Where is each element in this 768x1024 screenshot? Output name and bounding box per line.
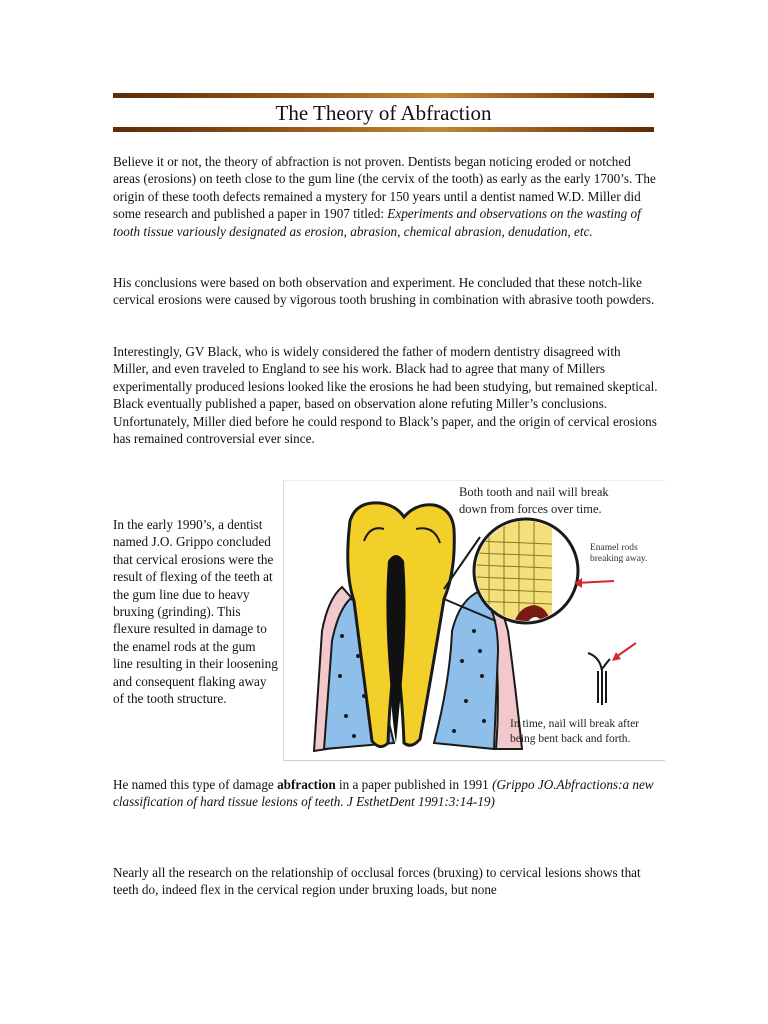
grippo-citation: (Grippo JO.Abfractions:a new classification of hard tissue lesions of teeth. J EsthetDent 1991:3:14-19) [113, 777, 654, 810]
paragraph-1-text: Believe it or not, the theory of abfraction is not proven. Dentists began noticing eroded or notched areas (erosions) on teeth close to the gum line (the cervix of the tooth) as early as the early 1700’s. The origin of these tooth defects remained a mystery for 150 years until a dentist named W.D. Miller did some research and published a paper in 1907 titled: [113, 154, 656, 222]
paragraph-1-italic: Experiments and observations on the wasting of tooth tissue variously designated as erosion, abrasion, chemical abrasion, denudation, etc. [113, 206, 641, 239]
nail-arrow [616, 643, 636, 657]
figure-caption-top-line1: Both tooth and nail will break [459, 485, 609, 499]
page-title: The Theory of Abfraction [275, 101, 492, 125]
title-rule-bottom [113, 127, 654, 132]
nail-illustration [588, 653, 610, 705]
enamel-label [590, 543, 647, 565]
paragraph-4-mid: in a paper published in 1991 [335, 777, 493, 792]
figure-caption-top-line2: down from forces over time. [459, 502, 602, 516]
tooth-figure [283, 480, 665, 761]
figure-caption-bottom-line1: In time, nail will break after [510, 718, 640, 730]
abfraction-term: abfraction [277, 777, 336, 792]
paragraph-2: His conclusions were based on both observation and experiment. He concluded that these notch-like cervical erosions were caused by vigorous tooth brushing in combination with abrasive tooth powders. [113, 275, 655, 308]
paragraph-4-pre: He named this type of damage [113, 777, 278, 792]
figure-caption-top [459, 484, 609, 518]
title-rule-top [113, 93, 654, 98]
paragraph-3: Interestingly, GV Black, who is widely considered the father of modern dentistry disagreed with Miller, and even traveled to England to see his work. Black had to agree that many of Millers experimentally produced lesions looked like the erosions he had been studying, but remained skeptical. Black eventually published a paper, based on observation alone refuting Miller’s conclusions. Unfortunately, Miller died before he could respond to Black’s paper, and the origin of cervical erosions has remained controversial ever since. [113, 344, 658, 447]
gum-blue-right [434, 591, 498, 749]
paragraph-1 [113, 153, 658, 240]
figure-caption-bottom-line2: being bent back and forth. [510, 733, 631, 745]
figure-caption-bottom [510, 717, 639, 747]
enamel-label-line2: breaking away. [590, 554, 648, 564]
paragraph-4 [113, 776, 658, 811]
enamel-label-line1: Enamel rods [590, 543, 638, 553]
paragraph-5: Nearly all the research on the relationship of occlusal forces (bruxing) to cervical lesions shows that teeth do, indeed flex in the cervical region under bruxing loads, but none [113, 865, 641, 898]
side-paragraph: In the early 1990’s, a dentist named J.O. Grippo concluded that cervical erosions were the result of flexing of the teeth at the gum line due to heavy bruxing (grinding). This flexure resulted in damage to the enamel rods at the gum line resulting in their loosening and consequent flaking away of the tooth structure. [113, 517, 278, 707]
